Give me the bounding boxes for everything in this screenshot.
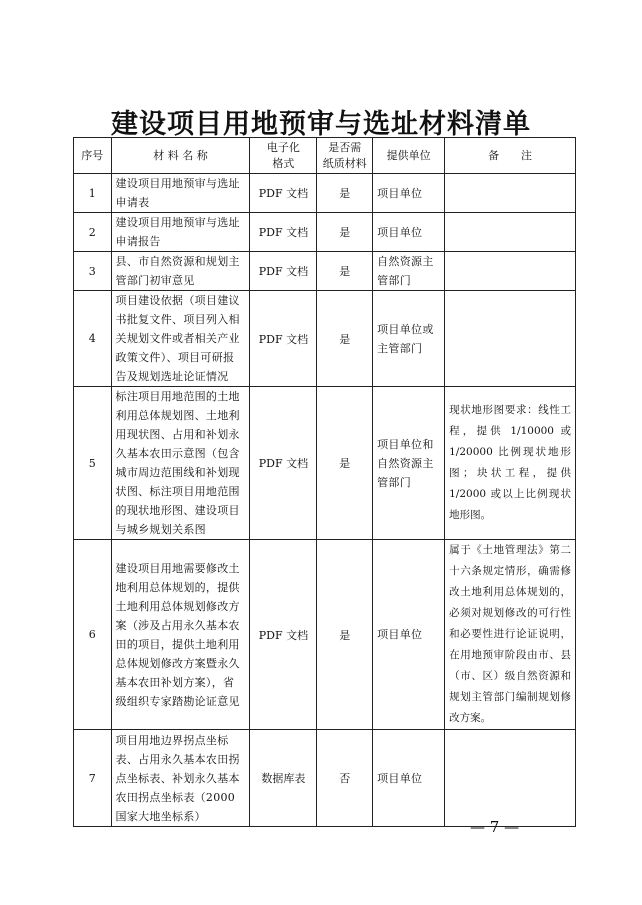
table-row: [74, 540, 576, 730]
row-no: 5: [74, 387, 112, 540]
row-format: PDF 文档: [250, 252, 317, 291]
row-format: 数据库表: [250, 730, 317, 827]
header-name: 材 料 名 称: [111, 138, 250, 174]
header-unit: 提供单位: [373, 138, 445, 174]
row-paper: 是: [317, 252, 373, 291]
header-paper: 是否需 纸质材料: [317, 138, 373, 174]
table-row: [74, 252, 576, 291]
row-format: PDF 文档: [250, 387, 317, 540]
row-note: [445, 252, 576, 291]
row-note: [445, 730, 576, 827]
row-paper: 是: [317, 540, 373, 730]
row-name: 项目建设依据（项目建议书批复文件、项目列入相关规划文件或者相关产业政策文件）、项目可研报告及规划选址论证情况: [111, 291, 250, 387]
row-name: 建设项目用地预审与选址申请表: [111, 174, 250, 213]
row-name: 建设项目用地预审与选址申请报告: [111, 213, 250, 252]
row-paper: 是: [317, 291, 373, 387]
row-unit: 项目单位: [373, 730, 445, 827]
row-unit: 自然资源主管部门: [373, 252, 445, 291]
row-note: 现状地形图要求：线性工程，提供 1/10000 或 1/20000 比例现状地形图；块状工程，提供 1/2000 或以上比例现状地形图。: [445, 387, 576, 540]
row-no: 6: [74, 540, 112, 730]
header-no: 序号: [74, 138, 112, 174]
row-format: PDF 文档: [250, 291, 317, 387]
row-unit: 项目单位: [373, 213, 445, 252]
row-paper: 是: [317, 174, 373, 213]
row-unit: 项目单位或主管部门: [373, 291, 445, 387]
row-paper: 是: [317, 213, 373, 252]
row-format: PDF 文档: [250, 540, 317, 730]
table-row: [74, 174, 576, 213]
row-name: 标注项目用地范围的土地利用总体规划图、土地利用现状图、占用和补划永久基本农田示意图（包含城市周边范围线和补划现状图、标注项目用地范围的现状地形图、建设项目与城乡规划关系图: [111, 387, 250, 540]
header-format: 电子化 格式: [250, 138, 317, 174]
row-paper: 是: [317, 387, 373, 540]
row-name: 项目用地边界拐点坐标表、占用永久基本农田拐点坐标表、补划永久基本农田拐点坐标表（2000 国家大地坐标系）: [111, 730, 250, 827]
row-no: 7: [74, 730, 112, 827]
table-row: [74, 730, 576, 827]
row-note: [445, 291, 576, 387]
row-unit: 项目单位和自然资源主管部门: [373, 387, 445, 540]
materials-table: [73, 137, 576, 827]
row-no: 3: [74, 252, 112, 291]
row-no: 1: [74, 174, 112, 213]
row-note: [445, 174, 576, 213]
table-header-row: [74, 138, 576, 174]
row-note: 属于《土地管理法》第二十六条规定情形，确需修改土地利用总体规划的，必须对规划修改的可行性和必要性进行论证说明，在用地预审阶段由市、县（市、区）级自然资源和规划主管部门编制规划修改方案。: [445, 540, 576, 730]
row-paper: 否: [317, 730, 373, 827]
row-no: 2: [74, 213, 112, 252]
table-row: [74, 291, 576, 387]
row-name: 建设项目用地需要修改土地利用总体规划的，提供土地利用总体规划修改方案（涉及占用永久基本农田的项目，提供土地利用总体规划修改方案暨永久基本农田补划方案），省级组织专家踏勘论证意见: [111, 540, 250, 730]
row-format: PDF 文档: [250, 174, 317, 213]
table-row: [74, 387, 576, 540]
row-format: PDF 文档: [250, 213, 317, 252]
row-name: 县、市自然资源和规划主管部门初审意见: [111, 252, 250, 291]
row-no: 4: [74, 291, 112, 387]
row-note: [445, 213, 576, 252]
document-title: 建设项目用地预审与选址材料清单: [111, 109, 531, 140]
row-unit: 项目单位: [373, 540, 445, 730]
header-note: 备 注: [445, 138, 576, 174]
row-unit: 项目单位: [373, 174, 445, 213]
table-row: [74, 213, 576, 252]
page-number: — 7 —: [470, 818, 520, 836]
